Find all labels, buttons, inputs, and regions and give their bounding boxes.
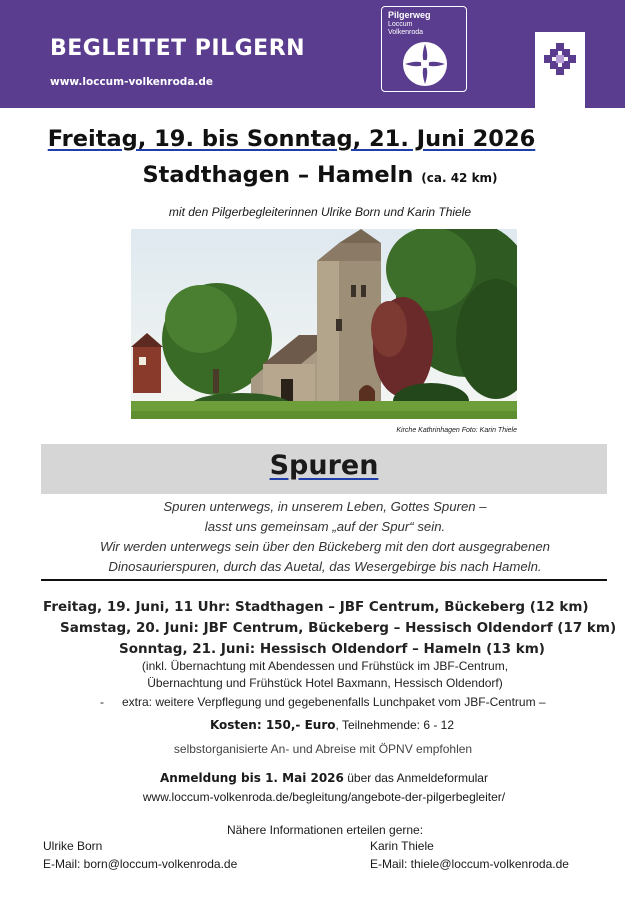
accommodation-note-1: (inkl. Übernachtung mit Abendessen und Frühstück im JBF-Centrum, [141,659,509,673]
event-date-text: Freitag, 19. bis Sonntag, 21. Juni 2026 [47,126,536,152]
intro-line-3: Wir werden unterwegs sein über den Bückeberg mit den dort ausgegrabenen [100,539,550,554]
contact-born [43,837,237,873]
header-title: BEGLEITET PILGERN [50,36,306,61]
event-date-heading [0,126,583,152]
church-photo [131,229,517,419]
theme-heading [41,450,607,481]
registration-text: über das Anmeldeformular [343,771,488,785]
photo-caption: Kirche Kathrinhagen Foto: Karin Thiele [396,427,517,434]
cross-icon [402,41,448,87]
header-tab [535,32,585,108]
intro-line-4: Dinosaurierspuren, durch das Auetal, das Wesergebirge bis nach Hameln. [108,559,542,574]
theme-title: Spuren [269,450,379,481]
travel-note: selbstorganisierte An- und Abreise mit ÖPNV empfohlen [173,742,473,756]
contact-thiele [370,837,569,873]
event-route: Stadthagen – Hameln [142,162,414,188]
registration-url[interactable]: www.loccum-volkenroda.de/begleitung/angebote-der-pilgerbegleiter/ [142,790,506,804]
event-route-heading [0,162,625,188]
logo-line-2: Loccum [388,21,413,28]
schedule-day-2: Samstag, 20. Juni: JBF Centrum, Bückeberg – Hessisch Oldendorf (17 km) [60,620,617,636]
theme-intro [60,497,590,577]
registration-deadline: Anmeldung bis 1. Mai 2026 [160,771,344,785]
pilgerweg-logo [381,6,467,92]
cost-line [0,718,625,732]
logo-line-1: Pilgerweg [388,10,431,20]
contact-name: Karin Thiele [370,839,434,853]
info-heading: Nähere Informationen erteilen gerne: [226,823,424,837]
participants-text: , Teilnehmende: 6 - 12 [335,718,455,732]
logo-line-3: Volkenroda [388,29,424,36]
registration-line [0,771,625,785]
intro-line-2: lasst uns gemeinsam „auf der Spur“ sein. [204,519,446,534]
intro-line-1: Spuren unterwegs, in unserem Leben, Gottes Spuren – [163,499,487,514]
schedule-day-3: Sonntag, 21. Juni: Hessisch Oldendorf – Hameln (13 km) [119,641,545,657]
extra-note-text: extra: weitere Verpflegung und gegebenenfalls Lunchpaket vom JBF-Centrum – [122,695,546,709]
pixel-cross-icon [542,41,578,77]
divider [41,579,607,581]
header-url[interactable]: www.loccum-volkenroda.de [50,76,214,88]
list-dash: - [100,695,104,709]
guides-subtitle: mit den Pilgerbegleiterinnen Ulrike Born und Karin Thiele [168,205,472,219]
theme-band [41,444,607,494]
contact-name: Ulrike Born [43,839,103,853]
schedule-day-1: Freitag, 19. Juni, 11 Uhr: Stadthagen – JBF Centrum, Bückeberg (12 km) [43,599,589,615]
accommodation-note-2: Übernachtung und Frühstück Hotel Baxmann, Hessisch Oldendorf) [147,676,503,690]
event-distance: (ca. 42 km) [421,171,498,185]
contact-email[interactable]: E-Mail: thiele@loccum-volkenroda.de [370,857,569,871]
header-banner [0,0,625,108]
cost-label: Kosten: 150,- Euro [209,718,336,732]
contact-email[interactable]: E-Mail: born@loccum-volkenroda.de [43,857,238,871]
extra-note [100,695,546,709]
